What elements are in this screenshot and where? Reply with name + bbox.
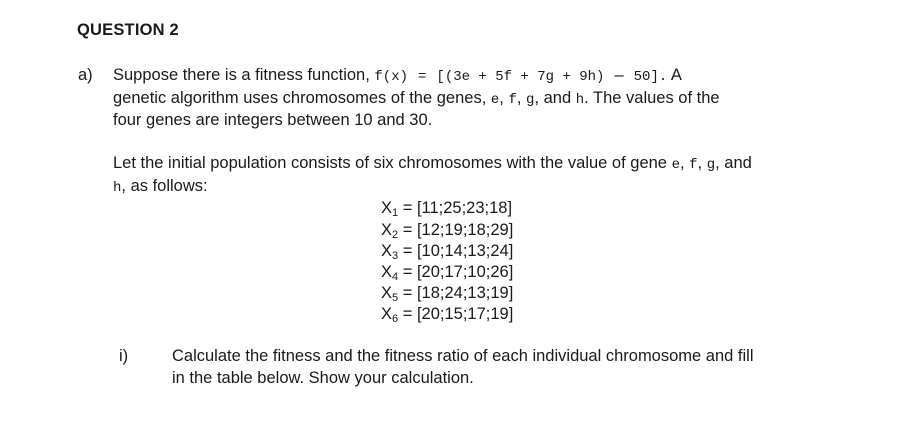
chromosome-name: X — [381, 199, 393, 217]
chromosome-x6 — [381, 305, 513, 325]
chromosome-value: = [20;17;10;26] — [398, 263, 514, 281]
chromosome-index: 5 — [392, 292, 399, 304]
chromosome-index: 3 — [392, 250, 399, 262]
part-a-line-5 — [113, 177, 208, 196]
chromosome-x2 — [381, 221, 513, 241]
gene-g: g — [526, 92, 535, 108]
text: , as follows: — [121, 177, 208, 195]
gene-e: e — [490, 92, 500, 108]
chromosome-value: = [20;15;17;19] — [398, 305, 514, 323]
text: Suppose there is a fitness function, — [113, 66, 375, 84]
chromosome-name: X — [381, 242, 393, 260]
chromosome-index: 1 — [392, 207, 399, 219]
part-a-line-1 — [113, 66, 682, 85]
chromosome-name: X — [381, 305, 393, 323]
text: . The values of the — [584, 89, 720, 107]
chromosome-value: = [12;19;18;29] — [398, 221, 514, 239]
gene-h: h — [113, 180, 122, 196]
chromosome-x1 — [381, 199, 512, 219]
part-a-label: a) — [78, 66, 93, 84]
part-a-line-3: four genes are integers between 10 and 30. — [113, 111, 433, 129]
text: , and — [715, 154, 752, 172]
chromosome-index: 4 — [392, 271, 399, 283]
text: genetic algorithm uses chromosomes of the genes, — [113, 89, 491, 107]
text: , — [499, 89, 509, 107]
chromosome-value: = [10;14;13;24] — [398, 242, 514, 260]
chromosome-name: X — [381, 284, 393, 302]
gene-f: f — [508, 92, 517, 108]
text: A — [667, 66, 682, 84]
chromosome-index: 2 — [392, 229, 399, 241]
fitness-formula: [(3e + 5f + 7g + 9h) — [436, 69, 605, 85]
text: , — [679, 154, 690, 172]
text: , and — [534, 89, 576, 107]
chromosome-value: = [11;25;23;18] — [398, 199, 513, 217]
chromosome-name: X — [381, 221, 393, 239]
text: , — [516, 89, 527, 107]
minus-sign: – — [614, 66, 624, 84]
chromosome-value: = [18;24;13;19] — [398, 284, 514, 302]
sub-question-i-line-2: in the table below. Show your calculation. — [172, 369, 474, 387]
chromosome-name: X — [381, 263, 393, 281]
gene-e: e — [671, 157, 680, 173]
gene-f: f — [689, 157, 698, 173]
gene-g: g — [706, 157, 716, 173]
chromosome-index: 6 — [392, 313, 399, 325]
sub-question-i-line-1: Calculate the fitness and the fitness ratio of each individual chromosome and fill — [172, 347, 754, 365]
formula-constant: 50]. — [633, 69, 668, 85]
function-name: f(x) — [374, 69, 409, 85]
text: Let the initial population consists of six chromosomes with the value of gene — [113, 154, 672, 172]
part-a-line-4 — [113, 154, 752, 173]
part-a-line-2 — [113, 89, 720, 108]
chromosome-x3 — [381, 242, 513, 262]
chromosome-x4 — [381, 263, 513, 283]
sub-question-i-label: i) — [119, 347, 129, 365]
question-heading: QUESTION 2 — [77, 21, 179, 39]
equals-sign: = — [418, 69, 427, 85]
gene-h: h — [575, 92, 585, 108]
chromosome-x5 — [381, 284, 513, 304]
text: , — [697, 154, 707, 172]
